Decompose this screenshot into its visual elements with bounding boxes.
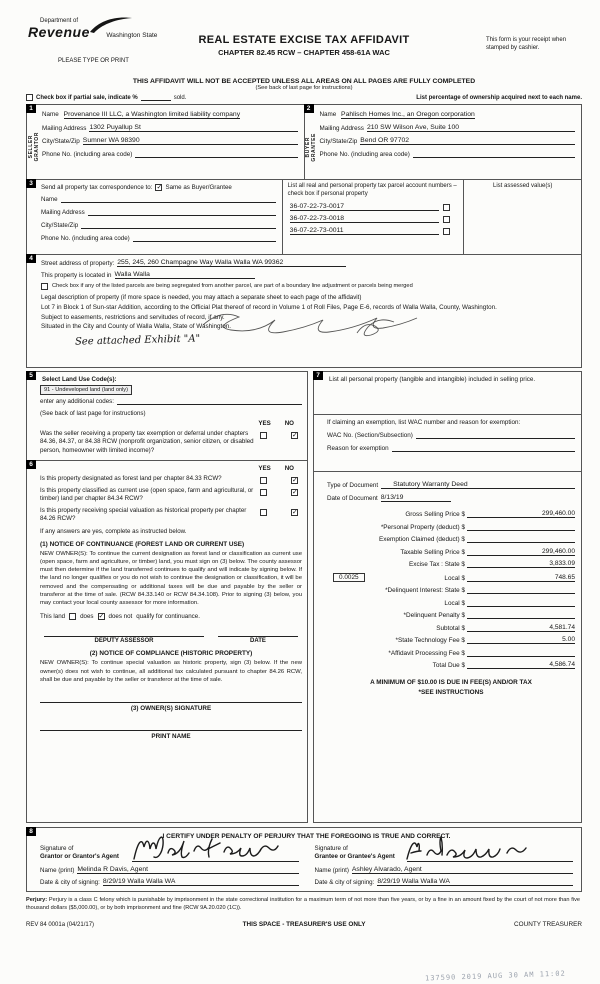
delinquent-interest-local-field[interactable]	[467, 599, 575, 607]
reason-label: Reason for exemption	[327, 444, 389, 452]
certify-statement: I CERTIFY UNDER PENALTY OF PERJURY THAT THE FOREGOING IS TRUE AND CORRECT.	[162, 833, 451, 840]
signature-columns	[40, 845, 573, 886]
seller-word: SELLER	[27, 135, 34, 159]
signatures-section	[26, 827, 582, 892]
section-3-badge: 3	[26, 179, 36, 188]
delinquent-penalty-field[interactable]	[467, 611, 575, 619]
buyer-word: BUYER	[305, 136, 311, 158]
state-technology-fee-label: *State Technology Fee $	[395, 637, 465, 645]
subtotal-label: Subtotal $	[436, 624, 465, 632]
grantor-signature-scrawl	[128, 827, 298, 865]
send-correspondence-label: Send all property tax correspondence to:	[41, 184, 153, 191]
deferral-question-row	[40, 430, 302, 455]
section-8-badge: 8	[26, 827, 36, 836]
located-in-label: This property is located in	[41, 272, 112, 279]
form-number: REV 84 0001a (04/21/17)	[26, 921, 95, 928]
street-address-row	[41, 259, 575, 267]
parcel-1-personal-checkbox[interactable]	[443, 204, 450, 211]
partial-sale-percent-field[interactable]	[141, 100, 171, 101]
partial-sale-row	[26, 94, 582, 101]
seller-phone-field[interactable]	[135, 150, 297, 158]
deputy-signature-line	[44, 636, 204, 637]
grantee-date-field[interactable]: 8/29/19 Walla Walla WA	[377, 878, 573, 886]
delinquent-penalty-label: *Delinquent Penalty $	[403, 612, 465, 620]
partial-sale-checkbox[interactable]	[26, 94, 33, 101]
grantee-name-field[interactable]: Ashley Alvarado, Agent	[352, 866, 573, 874]
notice-compliance-body: NEW OWNER(S): To continue special valuation as historic property, sign (3) below. If the new owner(s) does not wish to continue, all additional tax calculated pursuant to chapter 84.26 RCW, shall be due and payable by the seller or transferor at the time of sale.	[40, 660, 302, 683]
doc-date-field[interactable]: 8/13/19	[381, 494, 451, 502]
notice-compliance-title: (2) NOTICE OF COMPLIANCE (HISTORIC PROPERTY)	[89, 650, 253, 658]
ownership-percent-note: List percentage of ownership acquired next to each name.	[416, 95, 582, 101]
personal-property-label: List all personal property (tangible and intangible) included in selling price.	[329, 376, 536, 383]
taxable-selling-price-row	[327, 548, 575, 556]
land-use-section	[26, 371, 308, 461]
local-rate-box[interactable]: 0.0025	[333, 573, 365, 582]
qualify-label: qualify for continuance.	[136, 613, 200, 621]
affidavit-processing-fee-label: *Affidavit Processing Fee $	[388, 649, 465, 657]
buyer-city-row	[320, 137, 576, 145]
does-label: does	[80, 613, 94, 621]
gross-selling-price-field[interactable]: 299,460.00	[467, 510, 575, 518]
grantee-signature-block	[315, 845, 574, 886]
forest-land-question-text: Is this property designated as forest land per chapter 84.33 RCW?	[40, 475, 222, 483]
delinquent-interest-state-field[interactable]	[467, 586, 575, 594]
current-use-yes-checkbox[interactable]	[260, 489, 267, 496]
notice-continuance-title: (1) NOTICE OF CONTINUANCE (FOREST LAND OR CURRENT USE)	[40, 540, 245, 548]
buyer-city-field[interactable]: Bend OR 97702	[360, 137, 575, 145]
grantee-signature-scrawl	[403, 831, 553, 865]
corr-phone-field[interactable]	[133, 234, 276, 242]
send-correspondence-row	[41, 184, 276, 191]
receipt-note-line2: when stamped by cashier.	[486, 37, 567, 52]
grantor-sig-label-1: Signature of	[40, 845, 74, 852]
historic-question-text: Is this property receiving special valuation as historical property per chapter 84.26 RCW?	[40, 506, 247, 523]
corr-phone-row	[41, 234, 276, 242]
buyer-vertical-label	[305, 105, 318, 179]
yes-column-label: YES	[258, 420, 271, 427]
state-technology-fee-row	[327, 636, 575, 644]
same-as-buyer-checkbox[interactable]: ✓	[156, 184, 163, 191]
gross-selling-price-row	[327, 510, 575, 518]
total-due-field[interactable]: 4,586.74	[467, 661, 575, 669]
street-address-field[interactable]: 255, 245, 260 Champagne Way Walla Walla WA 99362	[117, 259, 346, 267]
subtotal-field[interactable]: 4,581.74	[467, 624, 575, 632]
grantee-name-label: Name (print)	[314, 866, 349, 874]
print-name-label: PRINT NAME	[151, 733, 191, 741]
please-type-note: PLEASE TYPE OR PRINT	[58, 58, 129, 64]
right-column	[313, 371, 582, 823]
partial-sale-label: Check box if partial sale, indicate %	[36, 95, 138, 101]
excise-state-label: Excise Tax : State $	[408, 561, 465, 569]
buyer-fields	[318, 105, 582, 179]
doc-type-field[interactable]: Statutory Warranty Deed	[381, 481, 575, 489]
subtotal-row	[327, 624, 575, 632]
seller-fields	[40, 105, 304, 179]
seller-name-row	[42, 110, 298, 120]
historic-no-checkbox[interactable]: ✓	[292, 508, 298, 516]
doc-type-row	[327, 481, 575, 489]
grantor-date-label: Date & city of signing:	[40, 878, 100, 886]
correspondence-fields	[27, 180, 282, 254]
delinquent-interest-local-row	[327, 599, 575, 607]
perjury-label: Perjury:	[26, 896, 48, 903]
doc-date-label: Date of Document	[327, 494, 378, 502]
print-name-line[interactable]	[40, 730, 302, 731]
delinquent-interest-local-label: Local $	[444, 599, 465, 607]
corr-city-label: City/State/Zip	[41, 222, 79, 229]
buyer-phone-label: Phone No. (including area code)	[319, 151, 410, 159]
excise-local-row	[327, 573, 575, 582]
street-address-label: Street address of property:	[41, 260, 115, 267]
exemption-claimed-row	[327, 535, 575, 543]
land-use-see-back: (See back of last page for instructions)	[40, 410, 146, 417]
does-not-label: does not	[108, 613, 133, 621]
exemption-claimed-field[interactable]	[467, 535, 575, 543]
excise-state-field[interactable]: 3,833.09	[467, 560, 575, 568]
receipt-note	[486, 36, 582, 52]
receipt-note-line1: This form is your receipt	[486, 37, 551, 43]
treasurer-space-label: THIS SPACE - TREASURER'S USE ONLY	[242, 921, 366, 929]
corr-name-label: Name	[41, 196, 58, 203]
seller-city-row	[42, 137, 298, 145]
footer-row	[26, 921, 582, 928]
doc-date-row	[327, 494, 575, 502]
located-in-field[interactable]: Walla Walla	[115, 271, 255, 279]
section-6-badge: 6	[26, 460, 36, 469]
buyer-city-label: City/State/Zip	[319, 138, 358, 146]
parcel-row	[290, 227, 451, 235]
section-7-divider2	[314, 471, 581, 472]
seller-address-label: Mailing Address	[42, 125, 87, 133]
perjury-body: Perjury is a class C felony which is punishable by imprisonment in the state correctional institution for a maximum term of not more than five years, or by a fine in an amount fixed by the court of not more than five thousand dollars ($5,000.00), or by both imprisonment and fine (RCW 9A.20.020 (1C)).	[26, 896, 580, 911]
deferral-yes-checkbox[interactable]	[260, 432, 267, 439]
taxable-selling-price-label: Taxable Selling Price $	[400, 548, 465, 556]
handwritten-exhibit-note: See attached Exhibit "A"	[74, 333, 201, 348]
left-column	[26, 371, 308, 823]
cashier-stamp: 137590 2019 AUG 30 AM 11:02	[425, 969, 567, 983]
corr-name-field[interactable]	[61, 195, 276, 203]
legal-text-paragraph: Lot 7 in Block 1 of Sun-star Addition, according to the Official Plat thereof of record in Volume 1 of Roll Files, Page E-6, records of Walla Walla, County, Washington.	[41, 304, 497, 312]
wac-row	[327, 431, 575, 439]
continuance-qualify-row	[40, 613, 302, 620]
historic-yes-checkbox[interactable]	[260, 509, 267, 516]
exemption-header: If claiming an exemption, list WAC number and reason for exemption:	[327, 418, 521, 426]
dor-logo-dept-text: Department of	[40, 18, 79, 24]
corr-address-label: Mailing Address	[41, 209, 85, 216]
notice-continuance-body: NEW OWNER(S): To continue the current designation as forest land or classification as current use (open space, farm and agriculture, or timber) land, you must sign on (3) below. The county assessor must then determine if the land transferred continues to qualify and will indicate by signing below. If the land no longer qualifies or you do not wish to continue the designation or classification, it will be removed and the compensating or additional taxes will be due and payable by the seller or transferor at the time of sale. (RCW 84.33.140 or RCW 84.34.108). Prior to signing (3) below, you may contact your local county assessor for more information.	[40, 550, 302, 607]
section-7-divider	[314, 414, 581, 415]
parcel-3-personal-checkbox[interactable]	[443, 228, 450, 235]
deferral-answer-boxes	[260, 430, 302, 455]
forest-no-checkbox[interactable]: ✓	[292, 477, 298, 485]
corr-address-row	[41, 208, 276, 216]
land-use-title: Select Land Use Code(s):	[42, 376, 117, 383]
parcel-number-field[interactable]: 36-07-22-73-0017	[290, 203, 440, 211]
seller-section	[26, 104, 305, 180]
deputy-date-area[interactable]	[218, 636, 298, 644]
parcel-number-field[interactable]: 36-07-22-73-0011	[290, 227, 440, 235]
grantor-word: GRANTOR	[33, 132, 40, 162]
tax-section	[313, 371, 582, 823]
forest-yes-checkbox[interactable]	[260, 477, 267, 484]
section-4-badge: 4	[26, 254, 36, 263]
affidavit-processing-fee-field[interactable]	[467, 649, 575, 657]
does-not-checkbox[interactable]: ✓	[98, 613, 105, 621]
form-header	[26, 18, 582, 76]
form-title: REAL ESTATE EXCISE TAX AFFIDAVIT	[198, 34, 410, 46]
section-5-badge: 5	[26, 371, 36, 380]
yes-column-label: YES	[258, 465, 271, 473]
lower-columns	[26, 371, 582, 823]
grantor-signature-row	[40, 845, 299, 862]
no-column-label: NO	[284, 465, 294, 473]
deputy-date-line	[218, 636, 298, 637]
state-technology-fee-field[interactable]: 5.00	[467, 636, 575, 644]
deferral-no-checkbox[interactable]: ✓	[292, 432, 298, 439]
corr-name-row	[41, 195, 276, 203]
land-use-code-field[interactable]: 91 - Undeveloped land (land only)	[40, 385, 132, 395]
grantee-signature-row	[315, 845, 574, 862]
grantor-name-field[interactable]: Melinda R Davis, Agent	[77, 866, 298, 874]
buyer-section	[304, 104, 583, 180]
corr-city-field[interactable]	[81, 221, 276, 229]
affidavit-processing-fee-row	[327, 649, 575, 657]
located-in-row	[41, 271, 575, 279]
yesno-header-5	[40, 420, 302, 427]
buyer-phone-field[interactable]	[413, 150, 575, 158]
personal-property-deduct-row	[327, 523, 575, 531]
corr-phone-label: Phone No. (including area code)	[41, 235, 130, 242]
no-column-label: NO	[284, 420, 294, 427]
current-use-question-text: Is this property classified as current use (open space, farm and agricultural, or timber) land per chapter 84.34 RCW?	[40, 487, 254, 503]
grantor-date-row	[40, 878, 299, 886]
total-due-label: Total Due $	[432, 662, 465, 670]
additional-codes-row	[40, 397, 302, 405]
dor-swoosh-icon	[90, 16, 132, 34]
owners-signature-line[interactable]	[40, 702, 302, 703]
grantor-sig-label-2: Grantor or Grantor's Agent	[40, 853, 119, 861]
grantee-name-row	[315, 866, 574, 874]
delinquent-interest-state-row	[327, 586, 575, 594]
segregated-row	[41, 283, 575, 290]
section-7-badge: 7	[313, 371, 323, 380]
assessed-values-header: List assessed value(s)	[493, 183, 553, 189]
grantor-signature-label	[40, 845, 132, 862]
seller-name-label: Name	[42, 111, 59, 118]
financial-rows	[327, 506, 575, 670]
buyer-name-label: Name	[319, 111, 337, 118]
see-back-note: (See back of last page for instructions)	[255, 85, 353, 91]
delinquent-interest-state-label: *Delinquent Interest: State $	[385, 587, 465, 595]
corr-address-field[interactable]	[88, 208, 276, 216]
parcel-row	[290, 203, 451, 211]
seller-address-field[interactable]: 1302 Puyallup St	[89, 124, 297, 132]
owners-signature-label: (3) OWNER(S) SIGNATURE	[130, 705, 212, 713]
additional-codes-label: enter any additional codes:	[40, 398, 114, 405]
same-as-buyer-label: Same as Buyer/Grantee	[165, 184, 232, 191]
perjury-notice	[26, 897, 582, 913]
buyer-address-field[interactable]: 210 SW Wilson Ave, Suite 100	[367, 124, 575, 132]
wac-label: WAC No. (Section/Subsection)	[327, 431, 413, 439]
dor-logo	[28, 18, 158, 42]
dor-logo-revenue-text: Revenue	[28, 24, 90, 40]
segregated-checkbox[interactable]	[41, 283, 48, 290]
acceptance-warning: THIS AFFIDAVIT WILL NOT BE ACCEPTED UNLESS ALL AREAS ON ALL PAGES ARE FULLY COMPLETED	[132, 78, 476, 85]
deputy-assessor-signature-area[interactable]	[44, 636, 204, 644]
if-yes-note: If any answers are yes, complete as instructed below.	[40, 527, 187, 535]
parties-row	[26, 104, 582, 180]
excise-state-row	[327, 560, 575, 568]
gross-selling-price-label: Gross Selling Price $	[405, 511, 465, 519]
seller-phone-row	[42, 150, 298, 158]
dor-logo-state-text: Washington State	[106, 32, 158, 39]
grantee-word: GRANTEE	[311, 132, 317, 162]
parcel-header: List all real and personal property tax parcel account numbers – check box if personal property	[287, 183, 457, 197]
current-use-question-row	[40, 487, 302, 504]
buyer-address-row	[320, 124, 576, 132]
reason-row	[327, 444, 575, 452]
excise-local-label: Local $	[444, 574, 465, 582]
legal-description-label: Legal description of property (if more space is needed, you may attach a separate sheet to each page of the affidavit)	[41, 294, 362, 302]
sold-label: sold.	[173, 95, 187, 101]
form-chapter: CHAPTER 82.45 RCW – CHAPTER 458-61A WAC	[218, 48, 390, 57]
section-2-badge: 2	[304, 104, 314, 113]
deputy-assessor-row	[40, 636, 302, 644]
grantor-name-label: Name (print)	[40, 866, 75, 874]
current-use-answer-boxes	[260, 487, 302, 504]
personal-property-deduct-label: *Personal Property (deduct) $	[380, 523, 465, 531]
does-checkbox[interactable]	[69, 613, 76, 620]
historic-answer-boxes	[260, 507, 302, 524]
grantee-signature-label	[315, 845, 407, 862]
current-use-no-checkbox[interactable]: ✓	[292, 489, 298, 497]
corr-city-row	[41, 221, 276, 229]
grantee-signature-field[interactable]	[407, 852, 574, 862]
county-treasurer-label: COUNTY TREASURER	[514, 921, 582, 929]
grantor-signature-block	[40, 845, 299, 886]
seller-phone-label: Phone No. (including area code)	[42, 151, 133, 159]
grantor-name-row	[40, 866, 299, 874]
parcel-number-field[interactable]: 36-07-22-73-0018	[290, 215, 440, 223]
seller-address-row	[42, 124, 298, 132]
seller-vertical-label	[27, 105, 40, 179]
reason-field[interactable]	[392, 444, 575, 452]
exemption-blank-area[interactable]	[327, 452, 575, 468]
buyer-phone-row	[320, 150, 576, 158]
parcel-row	[290, 215, 451, 223]
legal-text-situated: Situated in the City and County of Walla Walla, State of Washington.	[41, 322, 232, 330]
wac-field[interactable]	[416, 431, 575, 439]
total-due-row	[327, 661, 575, 669]
deputy-date-label: DATE	[250, 638, 266, 645]
grantee-sig-label-1: Signature of	[314, 845, 348, 852]
parcel-2-personal-checkbox[interactable]	[443, 216, 450, 223]
additional-codes-field[interactable]	[117, 397, 302, 405]
this-land-label: This land	[40, 613, 66, 621]
delinquent-penalty-row	[327, 611, 575, 619]
legal-text-easements: Subject to easements, restrictions and servitudes of record, if any.	[41, 313, 225, 321]
excise-local-field[interactable]: 748.65	[467, 574, 575, 582]
see-instructions-text: *SEE INSTRUCTIONS	[418, 689, 484, 697]
section-1-badge: 1	[26, 104, 36, 113]
minimum-fee-note	[327, 678, 575, 698]
doc-type-label: Type of Document	[327, 481, 379, 489]
parcel-numbers-column	[282, 180, 464, 254]
legal-description-text	[41, 303, 538, 330]
correspondence-section	[26, 179, 582, 255]
segregated-label: Check box if any of the listed parcels are being segregated from another parcel, are part of a boundary line adjustment or parcels being merged	[52, 283, 413, 289]
property-section	[26, 254, 582, 368]
seller-city-field[interactable]: Sumner WA 98390	[83, 137, 298, 145]
historic-question-row	[40, 507, 302, 524]
minimum-fee-text: A MINIMUM OF $10.00 IS DUE IN FEE(S) AND/OR TAX	[370, 679, 532, 687]
forest-land-question-row	[40, 475, 302, 484]
buyer-name-row	[320, 110, 576, 120]
grantee-sig-label-2: Grantee or Grantee's Agent	[314, 853, 395, 861]
grantor-date-field[interactable]: 8/29/19 Walla Walla WA	[103, 878, 299, 886]
assessed-values-column	[463, 180, 581, 254]
exemption-claimed-label: Exemption Claimed (deduct) $	[379, 536, 465, 544]
personal-property-deduct-field[interactable]	[467, 523, 575, 531]
deferral-question-text: Was the seller receiving a property tax exemption or deferral under chapters 84.36, 84.37, or 84.38 RCW (nonprofit organization, senior citizen, or disabled person, homeowner with limited income)?	[40, 430, 254, 454]
yesno-header-6	[40, 465, 302, 472]
seller-city-label: City/State/Zip	[42, 138, 80, 146]
grantor-signature-field[interactable]	[132, 852, 299, 862]
seller-name-field[interactable]: Provenance III LLC, a Washington limited liability company	[63, 111, 241, 118]
classification-section	[26, 460, 308, 823]
personal-property-blank-area[interactable]	[327, 385, 575, 411]
buyer-address-label: Mailing Address	[319, 125, 364, 133]
grantee-date-label: Date & city of signing:	[314, 878, 375, 886]
buyer-name-field[interactable]: Pahlisch Homes Inc., an Oregon corporation	[341, 111, 475, 118]
forest-answer-boxes	[260, 475, 302, 484]
grantee-date-row	[315, 878, 574, 886]
taxable-selling-price-field[interactable]: 299,460.00	[467, 548, 575, 556]
deputy-assessor-label: DEPUTY ASSESSOR	[94, 638, 154, 645]
